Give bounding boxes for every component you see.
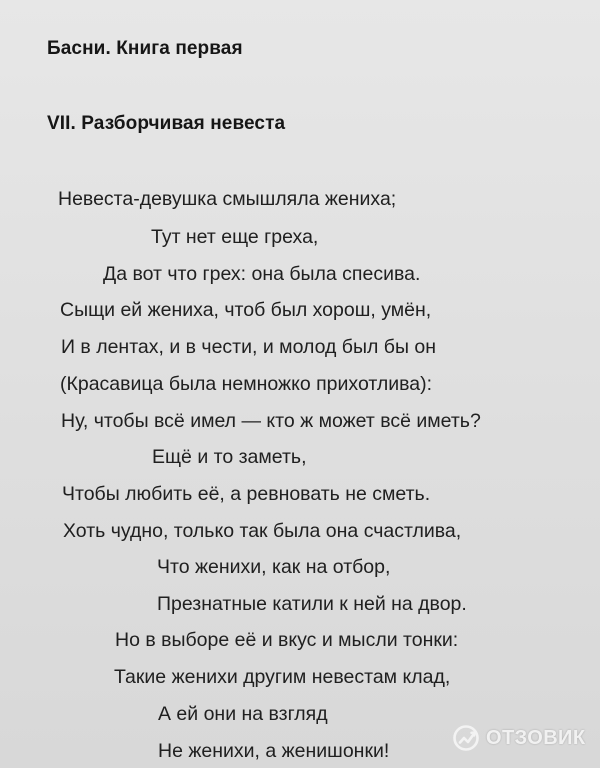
poem-line: Но в выборе её и вкус и мысли тонки: bbox=[115, 629, 459, 651]
poem-line: Что женихи, как на отбор, bbox=[157, 556, 391, 578]
otzovik-logo-icon bbox=[452, 724, 480, 752]
poem-line: Такие женихи другим невестам клад, bbox=[114, 666, 451, 688]
poem-line: (Красавица была немножко прихотлива): bbox=[60, 373, 433, 395]
poem-line: Чтобы любить её, а ревновать не сметь. bbox=[62, 483, 431, 505]
poem-line: Презнатные катили к ней на двор. bbox=[157, 593, 467, 615]
otzovik-watermark bbox=[452, 724, 585, 752]
poem-line: Хоть чудно, только так была она счастлива, bbox=[63, 520, 462, 542]
book-title: Басни. Книга первая bbox=[47, 38, 243, 59]
poem-line: Ну, чтобы всё имел — кто ж может всё иметь? bbox=[61, 410, 481, 432]
poem-line: Ещё и то заметь, bbox=[152, 446, 307, 468]
poem-line: И в лентах, и в чести, и молод был бы он bbox=[61, 336, 436, 358]
poem-line: Сыщи ей жениха, чтоб был хорош, умён, bbox=[60, 299, 432, 321]
poem-line: Не женихи, а женишонки! bbox=[158, 740, 390, 762]
poem-line: А ей они на взгляд bbox=[158, 703, 328, 725]
poem-line: Тут нет еще греха, bbox=[151, 226, 319, 248]
chapter-title: VII. Разборчивая невеста bbox=[47, 113, 286, 134]
watermark-text: ОТЗОВИК bbox=[486, 726, 586, 749]
poem-line: Да вот что грех: она была спесива. bbox=[103, 263, 421, 285]
poem-line: Невеста-девушка смышляла жениха; bbox=[58, 188, 397, 210]
